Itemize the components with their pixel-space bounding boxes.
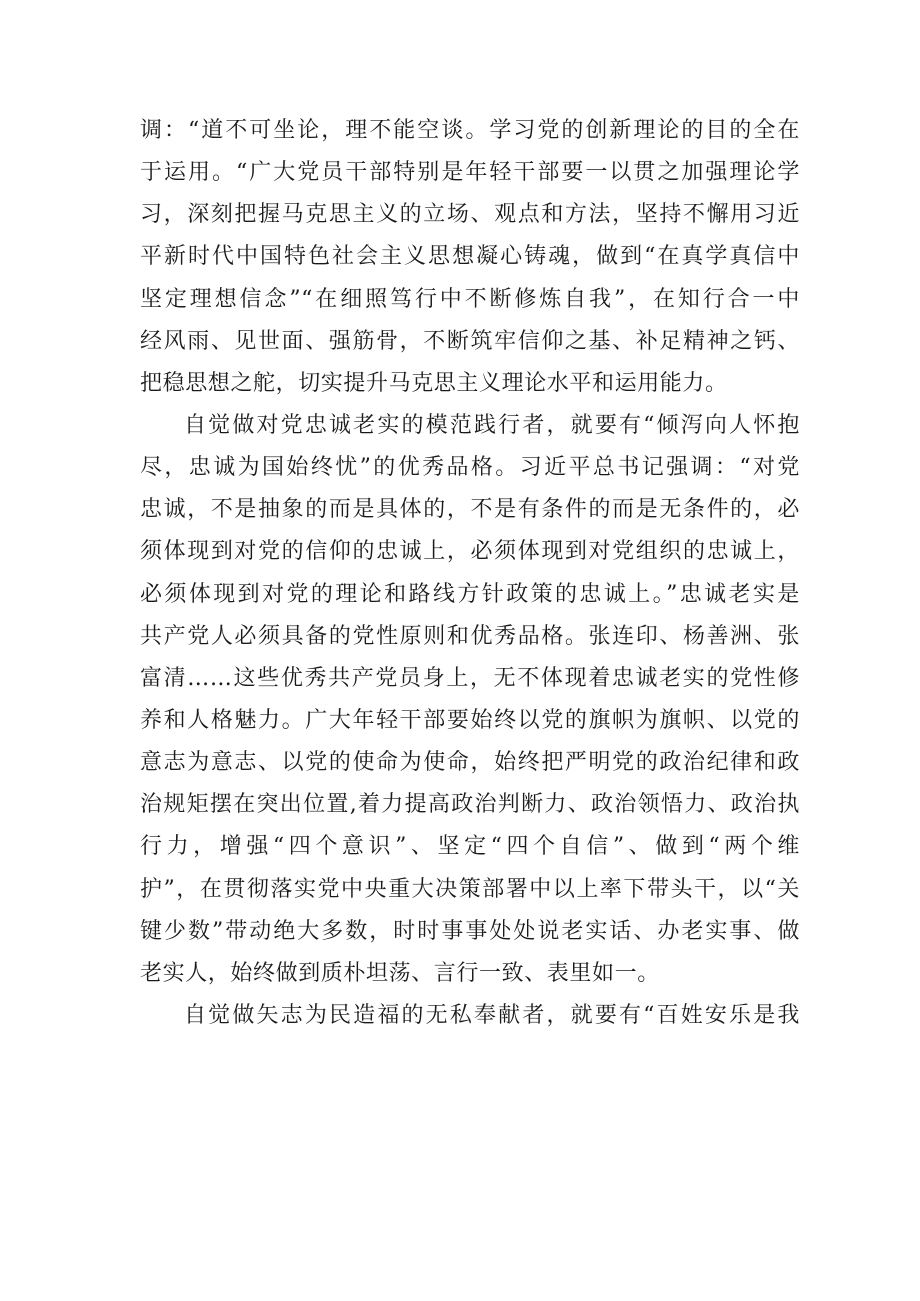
text-line: 忠诚，不是抽象的而是具体的，不是有条件的而是无条件的，必 [140, 497, 800, 523]
text-line: 习，深刻把握马克思主义的立场、观点和方法，坚持不懈用习近 [140, 202, 800, 228]
text-line: 自觉做矢志为民造福的无私奉献者，就要有“百姓安乐是我 [184, 1002, 800, 1028]
text-line: 自觉做对党忠诚老实的模范践行者，就要有“倾泻向人怀抱 [184, 412, 800, 438]
text-line: 老实人，始终做到质朴坦荡、言行一致、表里如一。 [140, 960, 660, 986]
text-line: 护”，在贯彻落实党中央重大决策部署中以上率下带头干，以“关 [140, 876, 800, 902]
text-line: 富清……这些优秀共产党员身上，无不体现着忠诚老实的党性修 [140, 665, 800, 691]
text-line: 必须体现到对党的理论和路线方针政策的忠诚上。”忠诚老实是 [140, 581, 800, 607]
text-line: 坚定理想信念”“在细照笃行中不断修炼自我”，在知行合一中 [140, 286, 800, 312]
text-line: 治规矩摆在突出位置,着力提高政治判断力、政治领悟力、政治执 [140, 792, 800, 818]
text-line: 于运用。“广大党员干部特别是年轻干部要一以贯之加强理论学 [140, 160, 800, 186]
text-line: 共产党人必须具备的党性原则和优秀品格。张连印、杨善洲、张 [140, 623, 800, 649]
text-line: 调：“道不可坐论，理不能空谈。学习党的创新理论的目的全在 [140, 118, 800, 143]
text-line: 须体现到对党的信仰的忠诚上，必须体现到对党组织的忠诚上， [140, 539, 800, 565]
text-line: 养和人格魅力。广大年轻干部要始终以党的旗帜为旗帜、以党的 [140, 707, 800, 733]
text-line: 尽，忠诚为国始终忧”的优秀品格。习近平总书记强调：“对党 [140, 455, 800, 481]
text-line: 键少数”带动绝大多数，时时事事处处说老实话、办老实事、做 [140, 918, 800, 944]
text-line: 平新时代中国特色社会主义思想凝心铸魂，做到“在真学真信中 [140, 244, 800, 270]
document-body [140, 115, 800, 1042]
text-line: 把稳思想之舵，切实提升马克思主义理论水平和运用能力。 [140, 370, 728, 396]
text-line: 行力，增强“四个意识”、坚定“四个自信”、做到“两个维 [140, 834, 800, 860]
text-line: 意志为意志、以党的使命为使命，始终把严明党的政治纪律和政 [140, 750, 800, 776]
text-line: 经风雨、见世面、强筋骨，不断筑牢信仰之基、补足精神之钙、 [140, 328, 800, 354]
